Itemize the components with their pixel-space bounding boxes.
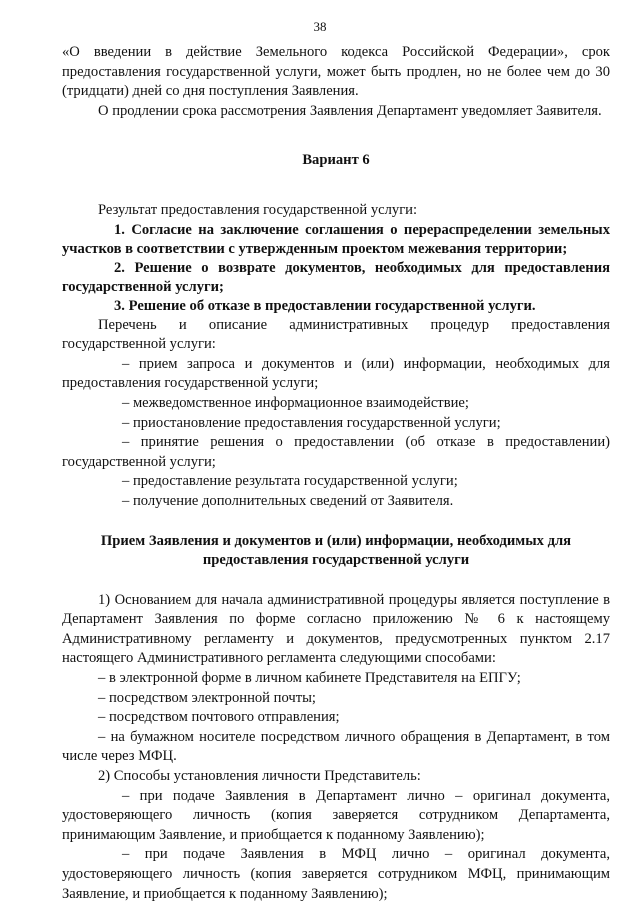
paragraph-continuation: «О введении в действие Земельного кодекса Российской Федерации», срок предоставления государственной услуги, может быть продлен, но не более чем до 30 (тридцати) дней со дня поступления Заявления.: [62, 44, 610, 100]
method-paper-in-person: – на бумажном носителе посредством личного обращения в Департамент, в том числе через МФЦ.: [62, 728, 610, 765]
page-number: 38: [313, 19, 327, 34]
paragraph-extension-notice: О продлении срока рассмотрения Заявления Департамент уведомляет Заявителя.: [98, 102, 602, 119]
identity-mfc: – при подаче Заявления в МФЦ лично – оригинал документа, удостоверяющего личность (копия заверяется сотрудником МФЦ, принимающим Заявление, и приобщается к поданному Заявлению);: [62, 846, 610, 902]
procedure-item-5: – предоставление результата государственной услуги;: [122, 473, 458, 490]
section-title: Прием Заявления и документов и (или) информации, необходимых для предоставления государственной услуги: [100, 532, 572, 569]
method-electronic-epgu: – в электронной форме в личном кабинете Представителя на ЕПГУ;: [98, 670, 521, 687]
result-item-1: 1. Согласие на заключение соглашения о перераспределении земельных участков в соответствии с утвержденным проектом межевания территории;: [62, 221, 610, 257]
procedure-item-3: – приостановление предоставления государственной услуги;: [122, 414, 501, 431]
result-intro: Результат предоставления государственной услуги:: [98, 201, 418, 218]
result-item-3: 3. Решение об отказе в предоставлении государственной услуги.: [114, 297, 536, 314]
procedure-item-2: – межведомственное информационное взаимодействие;: [122, 394, 469, 411]
section-point-2: 2) Способы установления личности Представитель:: [98, 768, 421, 785]
identity-department: – при подаче Заявления в Департамент лично – оригинал документа, удостоверяющего личность (копия заверяется сотрудником Департамента, принимающим Заявление, и приобщается к поданному Заявлению);: [62, 787, 610, 843]
procedure-item-6: – получение дополнительных сведений от Заявителя.: [122, 492, 454, 509]
document-body: [62, 43, 610, 904]
result-item-2: 2. Решение о возврате документов, необходимых для предоставления государственной услуги;: [62, 259, 610, 295]
variant-title: Вариант 6: [302, 152, 370, 169]
procedure-item-1: – прием запроса и документов и (или) информации, необходимых для предоставления государственной услуги;: [62, 355, 610, 392]
method-email: – посредством электронной почты;: [98, 689, 316, 706]
section-point-1: 1) Основанием для начала административной процедуры является поступление в Департамент Заявления по форме согласно приложению № 6 к настоящему Административному регламенту и документов, предусмотренных пунктом 2.17 настоящего Административного регламента следующими способами:: [62, 591, 610, 667]
procedure-item-4: – принятие решения о предоставлении (об отказе в предоставлении) государственной услуги;: [62, 434, 610, 470]
procedures-intro: Перечень и описание административных процедур предоставления государственной услуги:: [62, 316, 610, 353]
method-post: – посредством почтового отправления;: [98, 709, 340, 726]
